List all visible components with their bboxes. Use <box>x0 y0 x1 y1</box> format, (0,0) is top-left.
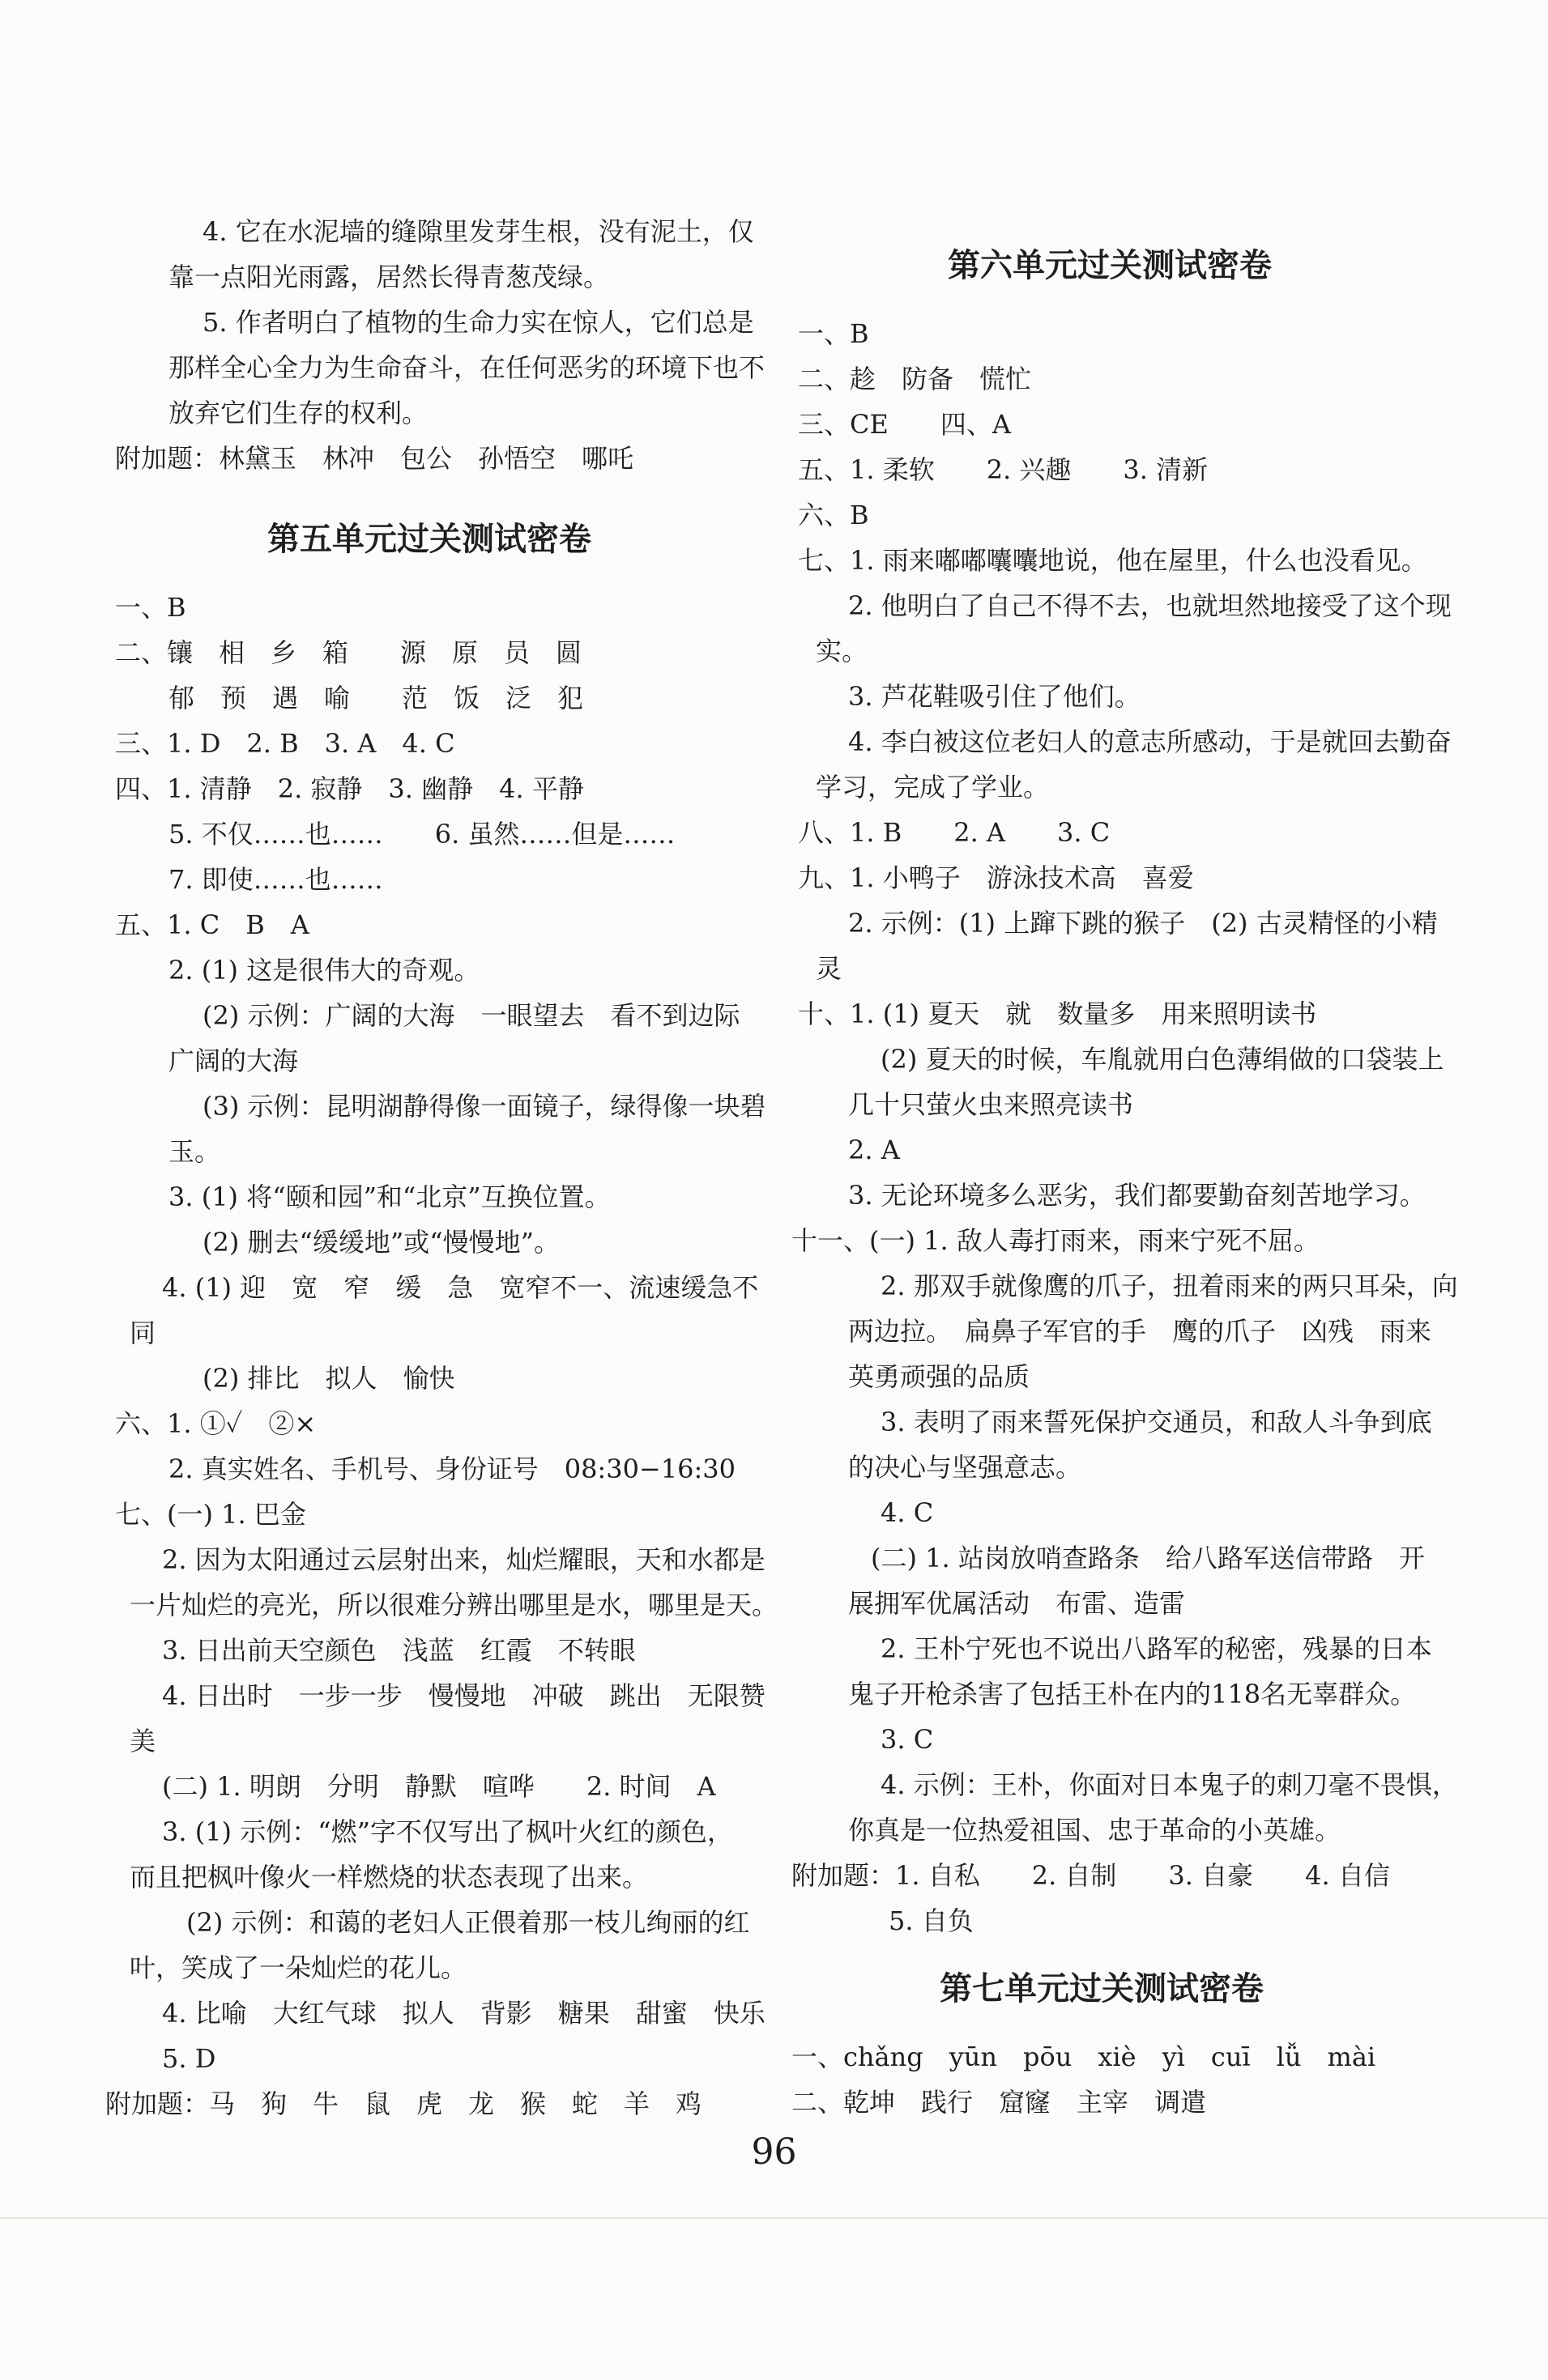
answer-line: 5. 自负 <box>889 1905 974 1936</box>
answer-line: 7. 即使……也…… <box>168 864 383 895</box>
answer-line: 4. 日出时 一步一步 慢慢地 冲破 跳出 无限赞 <box>162 1680 765 1711</box>
answer-line: 3. 芦花鞋吸引住了他们。 <box>848 681 1141 712</box>
answer-line: 七、1. 雨来嘟嘟囔囔地说，他在屋里，什么也没看见。 <box>798 545 1427 576</box>
answer-line: 3. (1) 示例：“燃”字不仅写出了枫叶火红的颜色， <box>162 1816 733 1847</box>
answer-line: 3. (1) 将“颐和园”和“北京”互换位置。 <box>168 1181 611 1212</box>
answer-line: 而且把枫叶像火一样燃烧的状态表现了出来。 <box>130 1862 649 1893</box>
answer-line: 4. 示例：王朴，你面对日本鬼子的刺刀毫不畏惧， <box>881 1769 1458 1800</box>
answer-line: 两边拉。 扁鼻子军官的手 鹰的爪子 凶残 雨来 <box>848 1316 1432 1347</box>
answer-line: 展拥军优属活动 布雷、造雷 <box>848 1588 1186 1619</box>
answer-line: 美 <box>130 1726 156 1756</box>
answer-line: 放弃它们生存的权利。 <box>168 398 429 428</box>
answer-line: 2. 王朴宁死也不说出八路军的秘密，残暴的日本 <box>881 1633 1432 1664</box>
answer-line: 附加题：1. 自私 2. 自制 3. 自豪 4. 自信 <box>791 1860 1390 1891</box>
section-title: 第五单元过关测试密卷 <box>267 521 591 558</box>
answer-line: 附加题：林黛玉 林冲 包公 孙悟空 哪吒 <box>115 443 634 474</box>
answer-line: 3. 表明了雨来誓死保护交通员，和敌人斗争到底 <box>881 1407 1432 1437</box>
answer-line: 六、1. ①✓ ②× <box>115 1408 317 1439</box>
answer-line: (2) 示例：和蔼的老妇人正偎着那一枝儿绚丽的红 <box>186 1907 750 1938</box>
answer-line: 几十只萤火虫来照亮读书 <box>848 1089 1134 1120</box>
answer-line: 五、1. 柔软 2. 兴趣 3. 清新 <box>798 454 1209 485</box>
answer-line: 四、1. 清静 2. 寂静 3. 幽静 4. 平静 <box>115 773 584 804</box>
answer-line: 一、B <box>115 592 186 623</box>
answer-line: (2) 排比 拟人 愉快 <box>203 1363 455 1394</box>
answer-line: (2) 删去“缓缓地”或“慢慢地”。 <box>203 1227 560 1258</box>
answer-line: 三、CE 四、A <box>798 409 1011 440</box>
answer-line: 4. 它在水泥墙的缝隙里发芽生根，没有泥土，仅 <box>203 216 754 247</box>
bottom-divider <box>0 2217 1548 2219</box>
answer-line: 3. C <box>881 1724 934 1755</box>
answer-line: 3. 无论环境多么恶劣，我们都要勤奋刻苦地学习。 <box>848 1180 1426 1211</box>
answer-line: 你真是一位热爱祖国、忠于革命的小英雄。 <box>848 1815 1341 1846</box>
page-number: 96 <box>751 2131 797 2173</box>
answer-line: 4. (1) 迎 宽 窄 缓 急 宽窄不一、流速缓急不 <box>162 1272 759 1303</box>
answer-line: 2. 示例：(1) 上蹿下跳的猴子 (2) 古灵精怪的小精 <box>848 908 1438 939</box>
answer-line: 英勇顽强的品质 <box>848 1361 1030 1392</box>
answer-line: 5. 不仅……也…… 6. 虽然……但是…… <box>168 819 676 849</box>
answer-line: 5. D <box>162 2043 216 2074</box>
answer-line: 3. 日出前天空颜色 浅蓝 红霞 不转眼 <box>162 1635 636 1666</box>
answer-line: 郁 预 遇 喻 范 饭 泛 犯 <box>168 683 584 713</box>
answer-line: 5. 作者明白了植物的生命力实在惊人，它们总是 <box>203 307 754 338</box>
answer-line: 三、1. D 2. B 3. A 4. C <box>115 728 455 759</box>
answer-line: 的决心与坚强意志。 <box>848 1452 1082 1483</box>
answer-line: (2) 示例：广阔的大海 一眼望去 看不到边际 <box>203 1000 740 1031</box>
answer-line: (2) 夏天的时候，车胤就用白色薄绢做的口袋装上 <box>881 1044 1444 1075</box>
answer-line: 灵 <box>816 953 842 984</box>
answer-line: 那样全心全力为生命奋斗，在任何恶劣的环境下也不 <box>168 352 765 383</box>
answer-line: 二、乾坤 践行 窟窿 主宰 调遣 <box>791 2087 1207 2118</box>
answer-line: 十一、(一) 1. 敌人毒打雨来，雨来宁死不屈。 <box>791 1225 1320 1256</box>
answer-line: 二、趁 防备 慌忙 <box>798 364 1032 394</box>
answer-line: 2. (1) 这是很伟大的奇观。 <box>168 955 480 986</box>
answer-line: 广阔的大海 <box>168 1045 299 1076</box>
section-title: 第七单元过关测试密卷 <box>940 1970 1264 2007</box>
answer-line: 4. C <box>881 1497 934 1528</box>
answer-line: 十、1. (1) 夏天 就 数量多 用来照明读书 <box>798 998 1317 1029</box>
answer-line: 实。 <box>816 636 868 666</box>
answer-line: 2. 他明白了自己不得不去，也就坦然地接受了这个现 <box>848 590 1452 621</box>
answer-line: 一、chǎng yūn pōu xiè yì cuī lǚ mài <box>791 2042 1376 2072</box>
answer-line: (二) 1. 明朗 分明 静默 喧哗 2. 时间 A <box>162 1771 716 1802</box>
answer-line: 鬼子开枪杀害了包括王朴在内的118名无辜群众。 <box>848 1679 1417 1709</box>
answer-line: 九、1. 小鸭子 游泳技术高 喜爱 <box>798 862 1194 893</box>
answer-line: (二) 1. 站岗放哨查路条 给八路军送信带路 开 <box>871 1543 1425 1573</box>
answer-line: 同 <box>130 1318 156 1348</box>
answer-line: 2. 那双手就像鹰的爪子，扭着雨来的两只耳朵，向 <box>881 1271 1458 1301</box>
answer-line: 2. A <box>848 1135 900 1165</box>
answer-line: 玉。 <box>168 1136 221 1167</box>
answer-line: 一、B <box>798 318 869 349</box>
answer-line: 八、1. B 2. A 3. C <box>798 817 1111 848</box>
answer-line: 2. 真实姓名、手机号、身份证号 08:30−16:30 <box>168 1454 736 1484</box>
answer-line: 叶，笑成了一朵灿烂的花儿。 <box>130 1952 467 1983</box>
answer-line: 4. 李白被这位老妇人的意志所感动，于是就回去勤奋 <box>848 726 1452 757</box>
answer-line: 二、镶 相 乡 箱 源 原 员 圆 <box>115 637 582 668</box>
answer-line: 4. 比喻 大红气球 拟人 背影 糖果 甜蜜 快乐 <box>162 1998 765 2029</box>
answer-line: 六、B <box>798 500 869 530</box>
answer-line: 学习，完成了学业。 <box>816 772 1050 803</box>
answer-line: 七、(一) 1. 巴金 <box>115 1499 306 1530</box>
answer-line: 五、1. C B A <box>115 909 309 940</box>
answer-line: 靠一点阳光雨露，居然长得青葱茂绿。 <box>168 262 610 292</box>
answer-line: (3) 示例：昆明湖静得像一面镜子，绿得像一块碧 <box>203 1091 766 1122</box>
answer-line: 附加题：马 狗 牛 鼠 虎 龙 猴 蛇 羊 鸡 <box>105 2088 702 2119</box>
answer-line: 2. 因为太阳通过云层射出来，灿烂耀眼，天和水都是 <box>162 1544 765 1575</box>
section-title: 第六单元过关测试密卷 <box>948 247 1272 284</box>
answer-line: 一片灿烂的亮光，所以很难分辨出哪里是水，哪里是天。 <box>130 1590 778 1620</box>
